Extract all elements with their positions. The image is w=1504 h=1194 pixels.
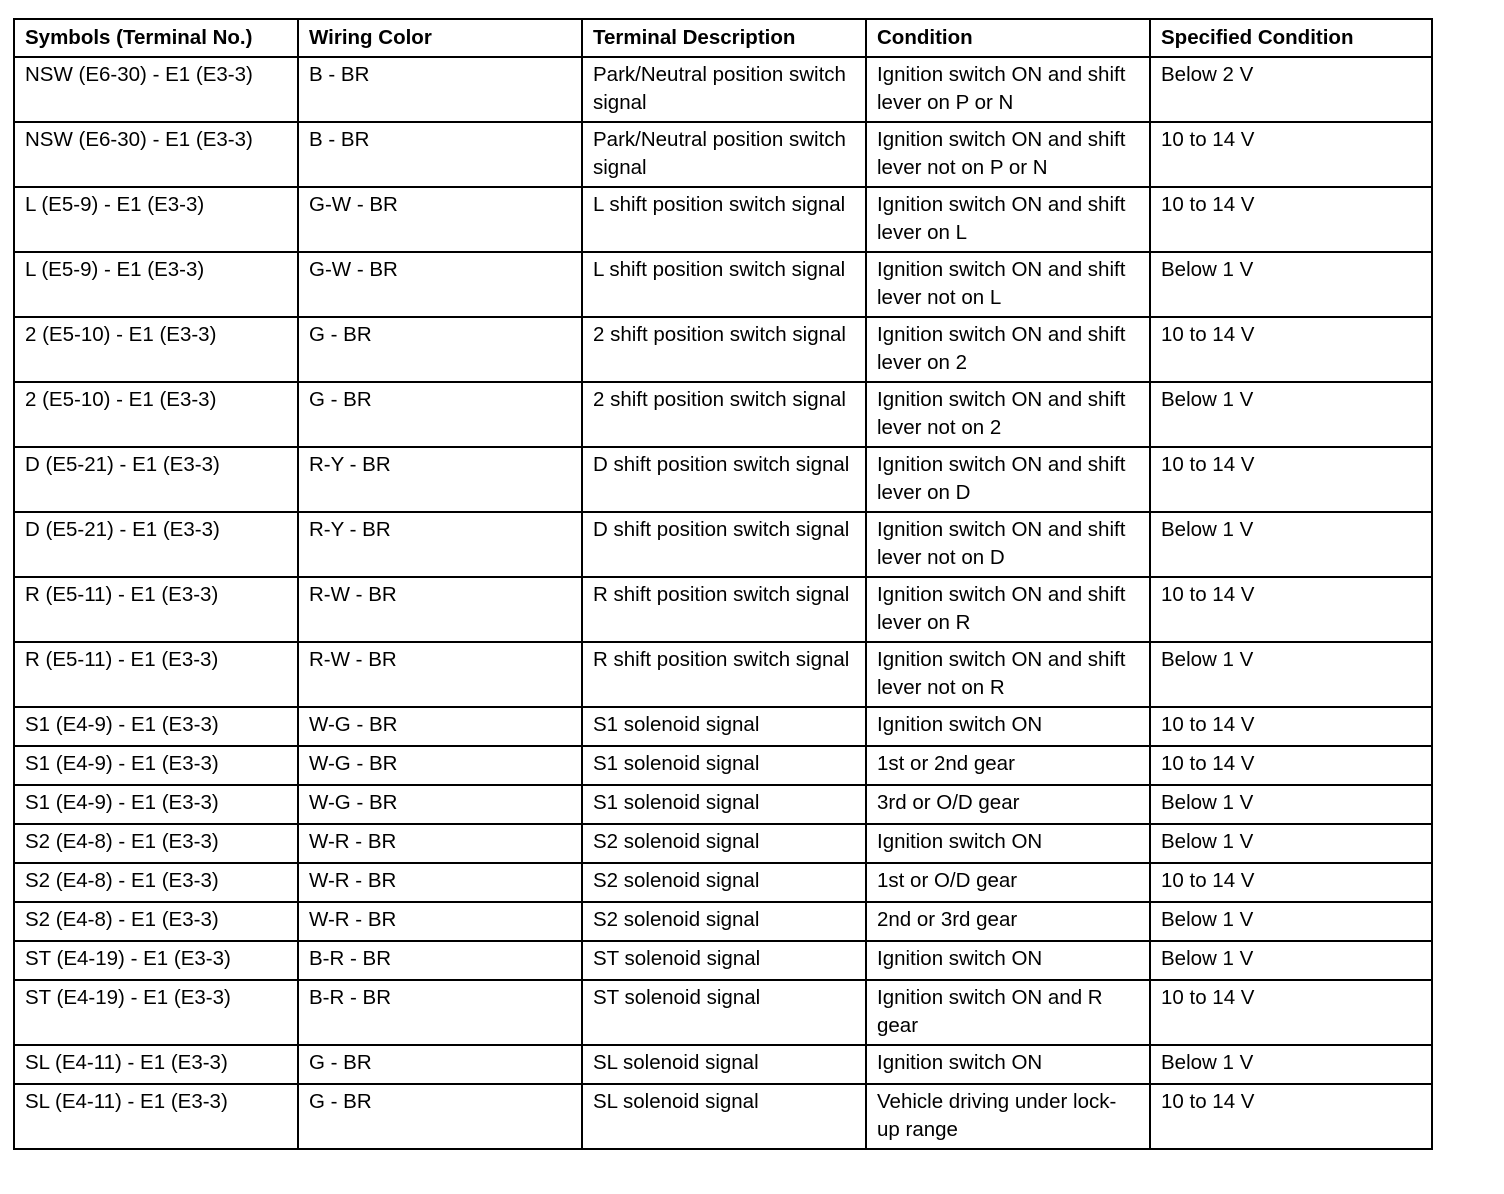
cell-terminal-description: R shift position switch signal [582,642,866,707]
cell-condition: Ignition switch ON and shift lever on P or N [866,57,1150,122]
header-wiring-color: Wiring Color [298,19,582,57]
cell-condition: Ignition switch ON and shift lever on R [866,577,1150,642]
cell-specified-condition: Below 1 V [1150,252,1432,317]
table-row [14,902,1432,941]
cell-specified-condition: Below 1 V [1150,1045,1432,1084]
cell-condition: Ignition switch ON [866,941,1150,980]
cell-specified-condition: 10 to 14 V [1150,980,1432,1045]
cell-terminal-description: S2 solenoid signal [582,863,866,902]
cell-terminal-description: Park/Neutral position switch signal [582,57,866,122]
cell-specified-condition: 10 to 14 V [1150,863,1432,902]
cell-condition: Ignition switch ON [866,1045,1150,1084]
table-row [14,252,1432,317]
table-row [14,1045,1432,1084]
cell-condition: Ignition switch ON and shift lever not on L [866,252,1150,317]
table-row [14,746,1432,785]
header-terminal-description: Terminal Description [582,19,866,57]
cell-symbols: S2 (E4-8) - E1 (E3-3) [14,824,298,863]
cell-wiring-color: W-R - BR [298,824,582,863]
cell-specified-condition: 10 to 14 V [1150,1084,1432,1149]
cell-specified-condition: 10 to 14 V [1150,187,1432,252]
cell-wiring-color: R-W - BR [298,577,582,642]
cell-terminal-description: SL solenoid signal [582,1045,866,1084]
table-row [14,642,1432,707]
cell-specified-condition: 10 to 14 V [1150,746,1432,785]
cell-specified-condition: Below 1 V [1150,902,1432,941]
cell-condition: Ignition switch ON and shift lever not on R [866,642,1150,707]
header-symbols: Symbols (Terminal No.) [14,19,298,57]
cell-terminal-description: S2 solenoid signal [582,902,866,941]
cell-symbols: S1 (E4-9) - E1 (E3-3) [14,746,298,785]
table-row [14,512,1432,577]
cell-wiring-color: B-R - BR [298,941,582,980]
cell-terminal-description: 2 shift position switch signal [582,317,866,382]
cell-symbols: NSW (E6-30) - E1 (E3-3) [14,122,298,187]
cell-symbols: ST (E4-19) - E1 (E3-3) [14,980,298,1045]
cell-symbols: ST (E4-19) - E1 (E3-3) [14,941,298,980]
cell-condition: Ignition switch ON [866,707,1150,746]
cell-symbols: S1 (E4-9) - E1 (E3-3) [14,707,298,746]
cell-condition: Ignition switch ON and shift lever not on D [866,512,1150,577]
cell-condition: 1st or O/D gear [866,863,1150,902]
cell-symbols: S1 (E4-9) - E1 (E3-3) [14,785,298,824]
cell-wiring-color: W-R - BR [298,902,582,941]
cell-specified-condition: Below 1 V [1150,382,1432,447]
cell-symbols: S2 (E4-8) - E1 (E3-3) [14,863,298,902]
cell-wiring-color: R-Y - BR [298,512,582,577]
cell-symbols: 2 (E5-10) - E1 (E3-3) [14,317,298,382]
cell-wiring-color: B - BR [298,57,582,122]
table-row [14,382,1432,447]
table-row [14,824,1432,863]
cell-terminal-description: L shift position switch signal [582,252,866,317]
table-row [14,785,1432,824]
cell-symbols: SL (E4-11) - E1 (E3-3) [14,1084,298,1149]
cell-terminal-description: D shift position switch signal [582,512,866,577]
table-header-row [14,19,1432,57]
table-row [14,317,1432,382]
cell-symbols: L (E5-9) - E1 (E3-3) [14,187,298,252]
table-row [14,1084,1432,1149]
cell-condition: 3rd or O/D gear [866,785,1150,824]
cell-terminal-description: S1 solenoid signal [582,785,866,824]
table-row [14,863,1432,902]
cell-wiring-color: R-W - BR [298,642,582,707]
cell-terminal-description: L shift position switch signal [582,187,866,252]
cell-wiring-color: W-G - BR [298,746,582,785]
cell-symbols: SL (E4-11) - E1 (E3-3) [14,1045,298,1084]
cell-wiring-color: W-R - BR [298,863,582,902]
cell-specified-condition: Below 1 V [1150,512,1432,577]
table-row [14,187,1432,252]
cell-specified-condition: Below 1 V [1150,941,1432,980]
cell-symbols: D (E5-21) - E1 (E3-3) [14,512,298,577]
cell-condition: 1st or 2nd gear [866,746,1150,785]
header-condition: Condition [866,19,1150,57]
cell-condition: Ignition switch ON and shift lever on 2 [866,317,1150,382]
cell-terminal-description: S1 solenoid signal [582,707,866,746]
cell-symbols: NSW (E6-30) - E1 (E3-3) [14,57,298,122]
cell-terminal-description: R shift position switch signal [582,577,866,642]
cell-condition: Ignition switch ON and shift lever not on 2 [866,382,1150,447]
cell-specified-condition: Below 1 V [1150,785,1432,824]
cell-terminal-description: SL solenoid signal [582,1084,866,1149]
cell-symbols: S2 (E4-8) - E1 (E3-3) [14,902,298,941]
header-specified-condition: Specified Condition [1150,19,1432,57]
cell-wiring-color: W-G - BR [298,707,582,746]
cell-terminal-description: S2 solenoid signal [582,824,866,863]
cell-specified-condition: Below 1 V [1150,642,1432,707]
cell-terminal-description: D shift position switch signal [582,447,866,512]
terminal-spec-table [13,18,1433,1150]
cell-symbols: L (E5-9) - E1 (E3-3) [14,252,298,317]
table-row [14,57,1432,122]
cell-condition: 2nd or 3rd gear [866,902,1150,941]
cell-wiring-color: G - BR [298,1084,582,1149]
cell-terminal-description: 2 shift position switch signal [582,382,866,447]
cell-terminal-description: S1 solenoid signal [582,746,866,785]
table-row [14,122,1432,187]
cell-terminal-description: ST solenoid signal [582,980,866,1045]
cell-wiring-color: G - BR [298,1045,582,1084]
terminal-spec-table-container [13,18,1431,1150]
cell-symbols: 2 (E5-10) - E1 (E3-3) [14,382,298,447]
cell-wiring-color: G-W - BR [298,252,582,317]
table-row [14,980,1432,1045]
cell-wiring-color: G-W - BR [298,187,582,252]
table-row [14,707,1432,746]
cell-specified-condition: 10 to 14 V [1150,122,1432,187]
cell-symbols: D (E5-21) - E1 (E3-3) [14,447,298,512]
cell-wiring-color: G - BR [298,382,582,447]
table-row [14,577,1432,642]
cell-condition: Ignition switch ON and shift lever on D [866,447,1150,512]
cell-wiring-color: B-R - BR [298,980,582,1045]
cell-wiring-color: W-G - BR [298,785,582,824]
cell-specified-condition: 10 to 14 V [1150,317,1432,382]
cell-specified-condition: Below 1 V [1150,824,1432,863]
cell-specified-condition: 10 to 14 V [1150,577,1432,642]
table-row [14,941,1432,980]
cell-condition: Vehicle driving under lock-up range [866,1084,1150,1149]
cell-condition: Ignition switch ON [866,824,1150,863]
cell-wiring-color: G - BR [298,317,582,382]
cell-wiring-color: B - BR [298,122,582,187]
cell-symbols: R (E5-11) - E1 (E3-3) [14,577,298,642]
cell-specified-condition: 10 to 14 V [1150,447,1432,512]
table-row [14,447,1432,512]
cell-specified-condition: 10 to 14 V [1150,707,1432,746]
cell-condition: Ignition switch ON and shift lever on L [866,187,1150,252]
cell-specified-condition: Below 2 V [1150,57,1432,122]
cell-condition: Ignition switch ON and shift lever not on P or N [866,122,1150,187]
cell-terminal-description: Park/Neutral position switch signal [582,122,866,187]
cell-wiring-color: R-Y - BR [298,447,582,512]
cell-condition: Ignition switch ON and R gear [866,980,1150,1045]
cell-terminal-description: ST solenoid signal [582,941,866,980]
cell-symbols: R (E5-11) - E1 (E3-3) [14,642,298,707]
